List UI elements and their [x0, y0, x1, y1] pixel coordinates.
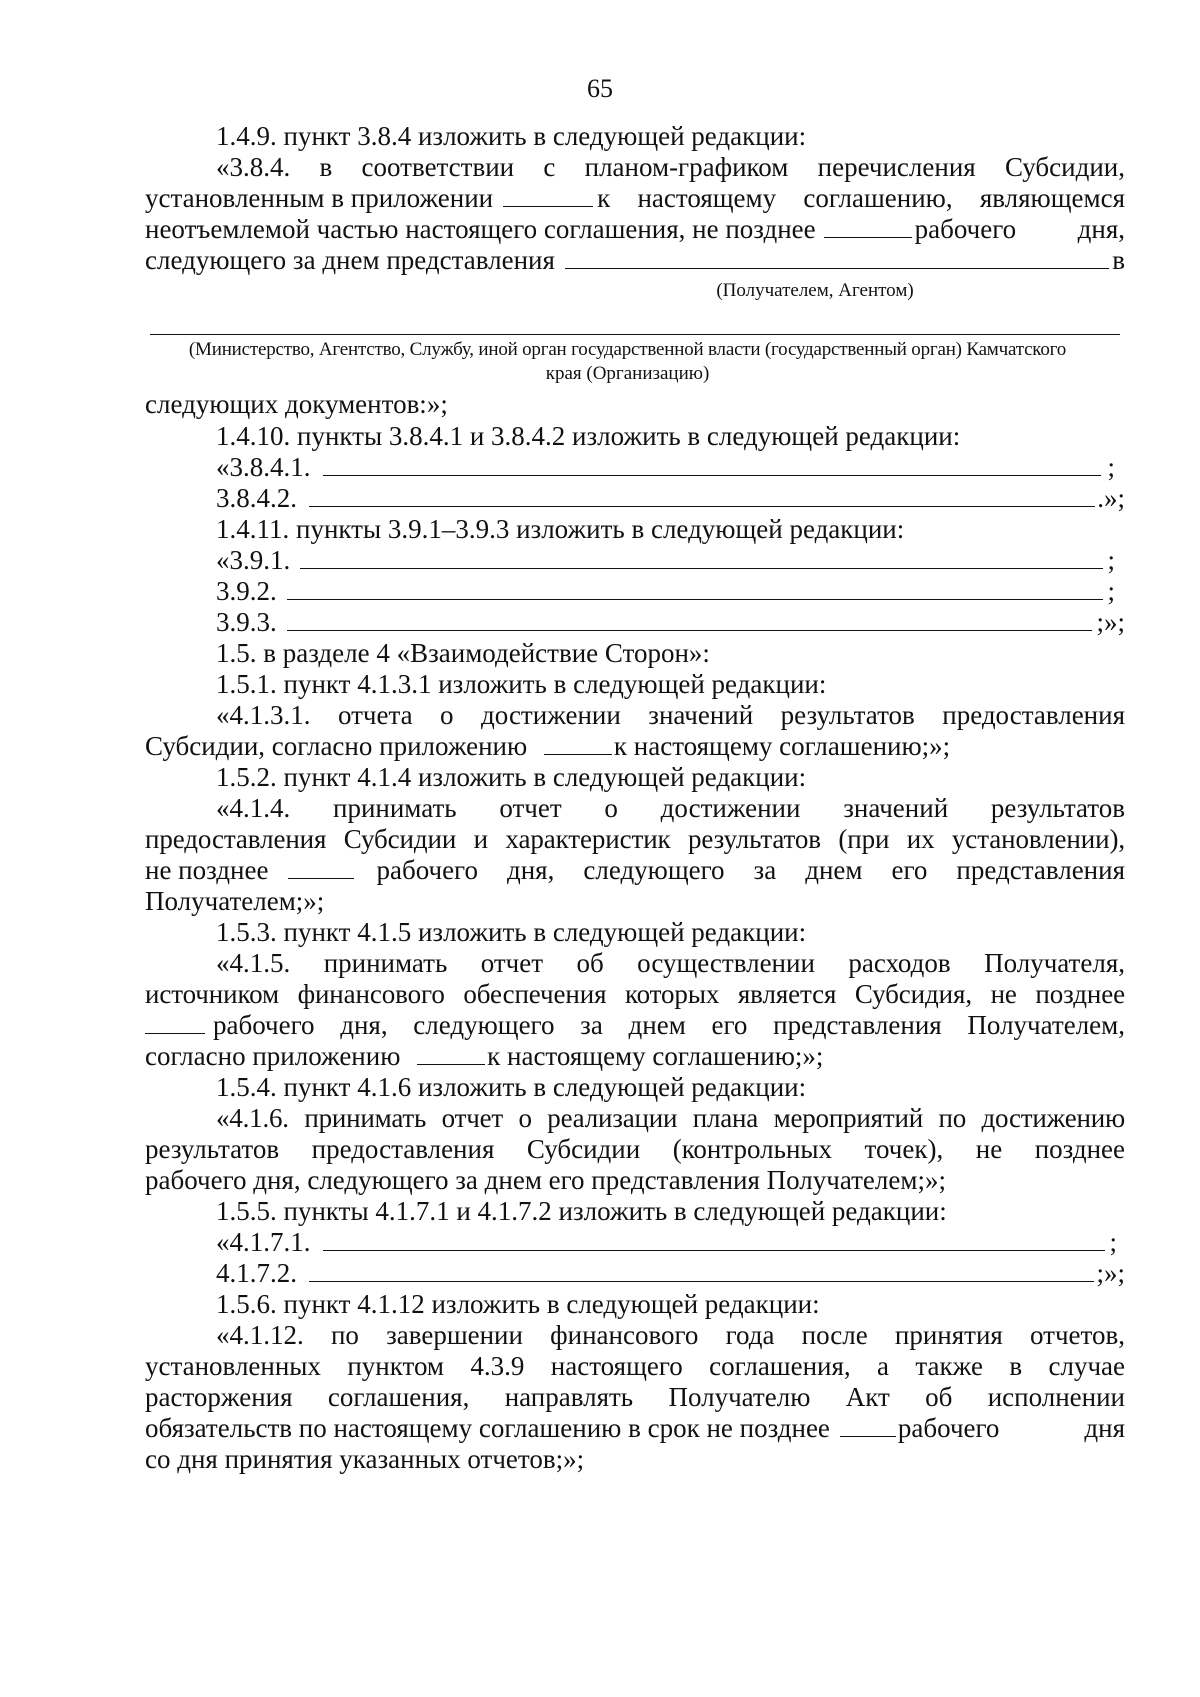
paragraph-line: «4.1.4. принимать отчет о достижении значений результатов [216, 793, 1125, 823]
paragraph-line [216, 1257, 1125, 1289]
paragraph-line: 1.4.9. пункт 3.8.4 изложить в следующей редакции: [216, 121, 807, 151]
blank-field [309, 1259, 1094, 1282]
paragraph-line: 1.5.3. пункт 4.1.5 изложить в следующей редакции: [216, 917, 807, 947]
paragraph-line [145, 244, 1125, 276]
text-segment: следующего за днем представления [145, 245, 555, 275]
paragraph-line [145, 1412, 1125, 1444]
paragraph-line: 1.4.11. пункты 3.9.1–3.9.3 изложить в следующей редакции: [216, 514, 905, 544]
field-caption: края (Организацию) [545, 363, 710, 384]
paragraph-line: «4.1.6. принимать отчет о реализации плана мероприятий по достижению [216, 1103, 1125, 1133]
paragraph-line: 1.5.2. пункт 4.1.4 изложить в следующей редакции: [216, 762, 807, 792]
field-caption: (Министерство, Агентство, Службу, иной орган государственной власти (государственный орган) Камчатского [188, 339, 1067, 360]
text-segment: ; [1109, 1227, 1117, 1257]
text-segment: рабочего дня, [914, 214, 1125, 244]
paragraph-line: «4.1.3.1. отчета о достижении значений результатов предоставления [216, 700, 1125, 730]
paragraph-line: «4.1.5. принимать отчет об осуществлении расходов Получателя, [216, 948, 1125, 978]
blank-field [145, 1013, 205, 1034]
paragraph-line: следующих документов:»; [145, 389, 448, 419]
blank-field [150, 334, 1120, 335]
blank-field [503, 186, 593, 207]
paragraph-line: «3.8.4. в соответствии с планом-графиком перечисления Субсидии, [216, 152, 1125, 182]
page-number: 65 [587, 74, 613, 103]
paragraph-line [145, 182, 1125, 214]
blank-field [309, 484, 1095, 507]
blank-field [417, 1044, 485, 1065]
paragraph-line: рабочего дня, следующего за днем его представления Получателем;»; [145, 1165, 946, 1195]
text-segment: «3.9.1. [216, 545, 291, 575]
paragraph-line: 1.5. в разделе 4 «Взаимодействие Сторон»: [216, 638, 710, 668]
field-caption: (Получателем, Агентом) [716, 280, 914, 301]
text-segment: ; [1107, 545, 1115, 575]
paragraph-line: расторжения соглашения, направлять Получателю Акт об исполнении [145, 1382, 1125, 1412]
paragraph-line: источником финансового обеспечения которых является Субсидия, не позднее [145, 979, 1125, 1009]
text-segment: к настоящему соглашению;»; [487, 1041, 824, 1071]
paragraph-line: предоставления Субсидии и характеристик результатов (при их установлении), [145, 824, 1125, 854]
text-segment: «4.1.7.1. [216, 1227, 311, 1257]
paragraph-line: 1.5.5. пункты 4.1.7.1 и 4.1.7.2 изложить в следующей редакции: [216, 1196, 947, 1226]
paragraph-line [216, 544, 1125, 576]
text-segment: рабочего дня [897, 1413, 1125, 1443]
blank-field [287, 608, 1093, 631]
text-segment: «3.8.4.1. [216, 452, 311, 482]
blank-field [287, 577, 1104, 600]
blank-field [824, 217, 912, 238]
paragraph-line: 1.5.6. пункт 4.1.12 изложить в следующей редакции: [216, 1289, 820, 1319]
text-segment: неотъемлемой частью настоящего соглашения, не позднее [145, 214, 816, 244]
blank-field [544, 734, 612, 755]
paragraph-line [216, 1226, 1125, 1258]
text-segment: ;»; [1096, 607, 1125, 637]
text-segment: в [1112, 245, 1125, 275]
paragraph-line [216, 482, 1125, 514]
text-segment: обязательств по настоящему соглашению в срок не позднее [145, 1413, 830, 1443]
paragraph-line [145, 1040, 1125, 1072]
text-segment: ; [1107, 452, 1115, 482]
paragraph-line: Получателем;»; [145, 886, 325, 916]
text-segment: согласно приложению [145, 1041, 401, 1071]
blank-field [565, 246, 1109, 269]
paragraph-line: результатов предоставления Субсидии (контрольных точек), не позднее [145, 1134, 1125, 1164]
paragraph-line: 1.4.10. пункты 3.8.4.1 и 3.8.4.2 изложить в следующей редакции: [216, 421, 961, 451]
text-segment: рабочего дня, следующего за днем его представления Получателем, [213, 1010, 1125, 1040]
text-segment: Субсидии, согласно приложению [145, 731, 528, 761]
text-segment: к настоящему соглашению;»; [613, 731, 951, 761]
text-segment: 4.1.7.2. [216, 1258, 297, 1288]
blank-field [323, 453, 1102, 476]
paragraph-line: со дня принятия указанных отчетов;»; [145, 1444, 585, 1474]
paragraph-line [145, 730, 1125, 762]
blank-field [300, 546, 1103, 569]
blank-field [323, 1228, 1106, 1251]
text-segment: .»; [1097, 483, 1125, 513]
text-segment: рабочего дня, следующего за днем его представления [376, 855, 1125, 885]
text-segment: 3.8.4.2. [216, 483, 297, 513]
paragraph-line: установленных пунктом 4.3.9 настоящего соглашения, а также в случае [145, 1351, 1125, 1381]
blank-field [840, 1416, 896, 1437]
paragraph-line: 1.5.1. пункт 4.1.3.1 изложить в следующей редакции: [216, 669, 827, 699]
text-segment: не позднее [145, 855, 269, 885]
text-segment: установленным в приложении [145, 183, 494, 213]
paragraph-line [216, 575, 1125, 607]
paragraph-line [145, 854, 1125, 886]
text-segment: 3.9.2. [216, 576, 277, 606]
paragraph-line [216, 451, 1125, 483]
paragraph-line [216, 606, 1125, 638]
text-segment: к настоящему соглашению, являющемся [597, 183, 1125, 213]
blank-field [288, 858, 354, 879]
text-segment: ; [1107, 576, 1115, 606]
paragraph-line [145, 213, 1125, 245]
paragraph-line: 1.5.4. пункт 4.1.6 изложить в следующей редакции: [216, 1072, 807, 1102]
text-segment: ;»; [1096, 1258, 1125, 1288]
paragraph-line [145, 1009, 1125, 1041]
paragraph-line: «4.1.12. по завершении финансового года после принятия отчетов, [216, 1320, 1125, 1350]
text-segment: 3.9.3. [216, 607, 277, 637]
